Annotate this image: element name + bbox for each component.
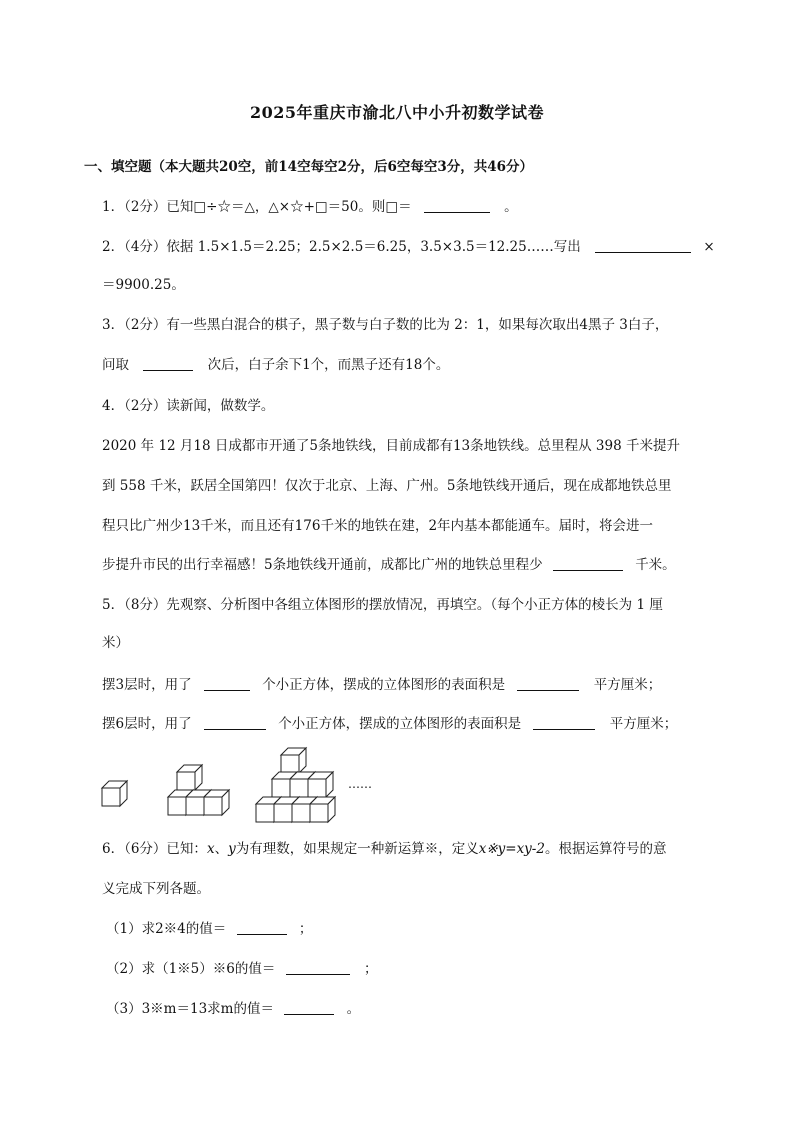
page-title: 2025年重庆市渝北八中小升初数学试卷 (249, 103, 545, 122)
answer-blank[interactable] (143, 358, 193, 371)
answer-blank[interactable] (237, 922, 287, 935)
question-4-text: 步提升市民的出行幸福感！5条地铁线开通前，成都比广州的地铁总里程少 (102, 557, 543, 573)
question-2 (102, 238, 715, 256)
part-3-tail: 。 (346, 1001, 361, 1017)
answer-blank[interactable] (595, 240, 691, 253)
answer-blank[interactable] (286, 962, 350, 975)
part-3-text: （3）3※m＝13求m的值＝ (106, 1001, 274, 1017)
question-1-text: 1．（2分）已知□÷☆＝△，△×☆+□＝50。则□＝ (102, 199, 412, 215)
news-line-1: 2020 年 12 月18 日成都市开通了5条地铁线，目前成都有13条地铁线。总里程从 398 千米提升 (102, 438, 680, 454)
part-b-post: 平方厘米； (609, 716, 678, 732)
answer-blank[interactable] (284, 1002, 334, 1015)
figure-ellipsis: …… (348, 777, 372, 791)
stack-one-layer (102, 781, 127, 806)
question-6-mid: 为有理数，如果规定一种新运算※，定义 (235, 841, 479, 857)
question-3-pre: 问取 (102, 357, 129, 373)
question-5-line1: 5．（8分）先观察、分析图中各组立体图形的摆放情况，再填空。（每个小正方体的棱长为 1 厘 (102, 597, 663, 613)
part-2-text: （2）求（1※5）※6的值＝ (106, 961, 276, 977)
question-2-line2: ＝9900.25。 (102, 277, 185, 293)
answer-blank[interactable] (204, 717, 266, 730)
question-1-tail: 。 (504, 199, 518, 215)
question-1 (102, 198, 518, 216)
question-6-part-3 (106, 1000, 360, 1018)
question-3-line2 (102, 356, 449, 374)
question-2-tail: × (703, 239, 715, 255)
question-5-part-a (102, 676, 661, 694)
part-b-mid: 个小正方体，摆成的立体图形的表面积是 (278, 716, 522, 732)
part-a-mid: 个小正方体，摆成的立体图形的表面积是 (262, 677, 506, 693)
part-2-tail: ； (363, 961, 378, 977)
answer-blank[interactable] (533, 717, 595, 730)
var-y: y (228, 841, 236, 857)
part-a-pre: 摆3层时，用了 (102, 677, 192, 693)
separator: 、 (214, 841, 229, 857)
news-line-4 (102, 556, 676, 574)
question-3-line1: 3．（2分）有一些黑白混合的棋子，黑子数与白子数的比为 2：1，如果每次取出4黑子 3白子， (102, 317, 669, 333)
question-6-line2: 义完成下列各题。 (102, 881, 210, 897)
answer-blank[interactable] (204, 678, 250, 691)
question-6-part-1 (106, 920, 312, 938)
news-line-2: 到 558 千米，跃居全国第四！仅次于北京、上海、广州。5条地铁线开通后，现在成都地铁总里 (102, 478, 672, 494)
part-b-pre: 摆6层时，用了 (102, 716, 192, 732)
stack-two-layers (168, 765, 229, 815)
news-line-3: 程只比广州少13千米，而且还有176千米的地铁在建，2年内基本都能通车。届时，将会进一 (102, 518, 654, 534)
stack-three-layers (256, 748, 335, 822)
question-2-text: 2．（4分）依据 1.5×1.5＝2.25；2.5×2.5＝6.25，3.5×3.5＝12.25……写出 (102, 239, 581, 255)
question-4-head: 4．（2分）读新闻，做数学。 (102, 398, 275, 414)
question-3-post: 次后，白子余下1个，而黑子还有18个。 (207, 357, 450, 373)
part-1-text: （1）求2※4的值＝ (106, 921, 227, 937)
answer-blank[interactable] (553, 558, 623, 571)
question-6-end: 。根据运算符号的意 (544, 841, 667, 857)
answer-blank[interactable] (424, 200, 490, 213)
part-a-post: 平方厘米； (593, 677, 662, 693)
answer-blank[interactable] (517, 678, 579, 691)
question-5-line2: 米） (102, 635, 129, 651)
question-5-part-b (102, 715, 677, 733)
section-heading: 一、填空题（本大题共20空，前14空每空2分，后6空每空3分，共46分） (84, 159, 534, 175)
question-4-tail: 千米。 (635, 557, 676, 573)
question-6-line1 (102, 840, 666, 858)
question-6-start: 6．（6分）已知： (102, 841, 207, 857)
question-6-part-2 (106, 960, 377, 978)
part-1-tail: ； (298, 921, 313, 937)
operation-definition: x※y=xy-2 (478, 841, 545, 857)
var-x: x (206, 841, 215, 857)
